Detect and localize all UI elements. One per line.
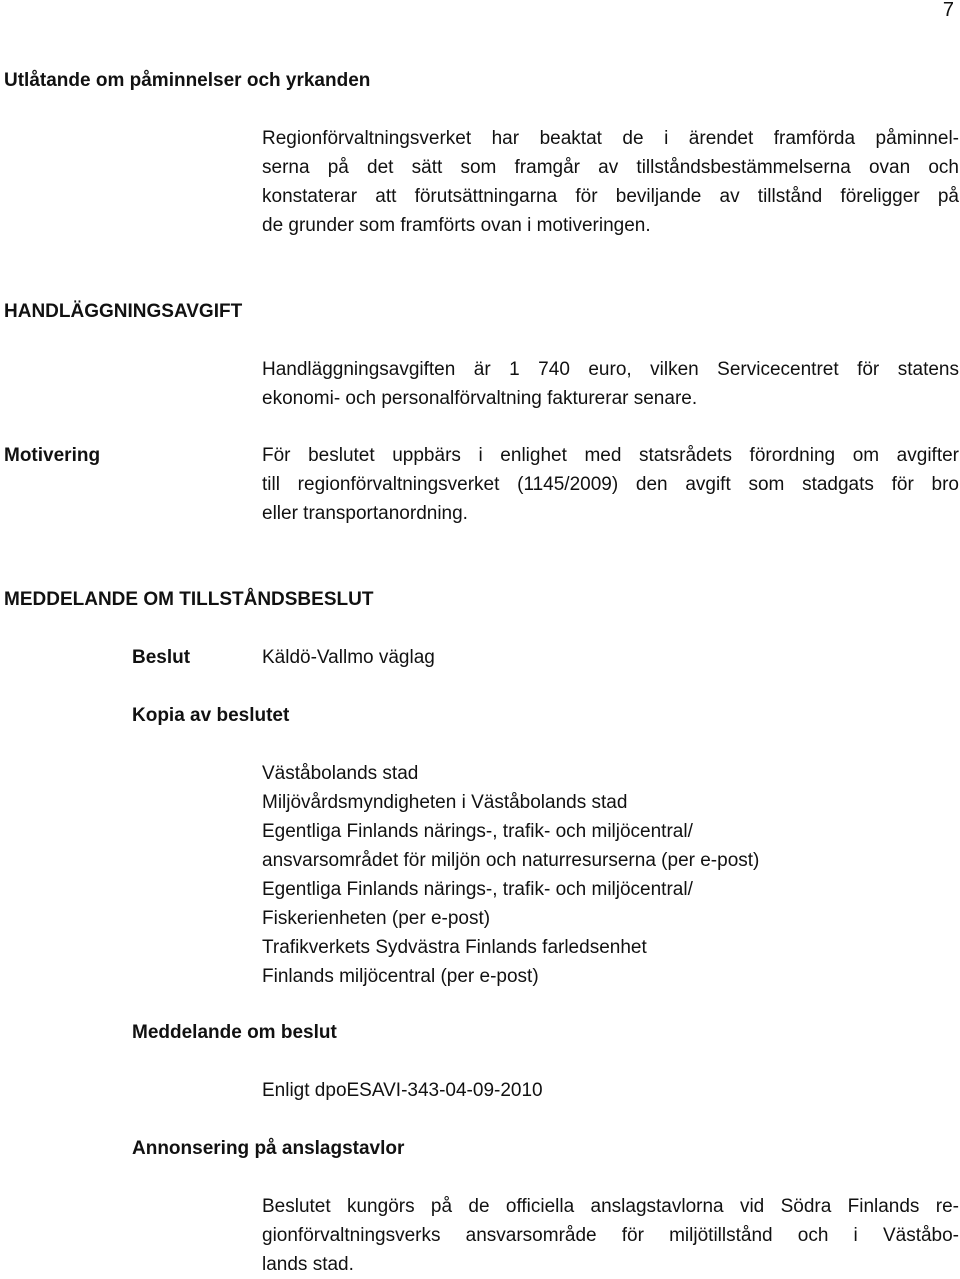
kopia-recipient: Väståbolands stad (262, 763, 419, 784)
paragraph-line: Regionförvaltningsverket har beaktat de i ärendet framförda påminnel- (262, 128, 959, 149)
section-title-handlaggningsavgift: HANDLÄGGNINGSAVGIFT (4, 301, 243, 322)
paragraph-line: För beslutet uppbärs i enlighet med statsrådets förordning om avgifter (262, 445, 959, 466)
utlatande-paragraph (262, 124, 959, 240)
motivering-paragraph (262, 441, 959, 528)
kopia-recipient: ansvarsområdet för miljön och naturresurserna (per e-post) (262, 850, 760, 871)
kopia-recipient: Miljövårdsmyndigheten i Väståbolands stad (262, 792, 628, 813)
paragraph-line: Handläggningsavgiften är 1 740 euro, vilken Servicecentret för statens (262, 359, 959, 380)
beslut-label: Beslut (132, 647, 191, 668)
kopia-list (262, 759, 959, 991)
kopia-label: Kopia av beslutet (132, 705, 290, 726)
motivering-label: Motivering (4, 445, 101, 466)
annonsering-paragraph (262, 1192, 959, 1279)
kopia-recipient: Fiskerienheten (per e-post) (262, 908, 491, 929)
paragraph-line: serna på det sätt som framgår av tillståndsbestämmelserna ovan och (262, 157, 959, 178)
paragraph-line: Beslutet kungörs på de officiella anslagstavlorna vid Södra Finlands re- (262, 1196, 959, 1217)
paragraph-line: till regionförvaltningsverket (1145/2009) den avgift som stadgats för bro (262, 474, 959, 495)
paragraph-line: konstaterar att förutsättningarna för beviljande av tillstånd föreligger på (262, 186, 959, 207)
beslut-value (262, 643, 959, 672)
kopia-recipient: Finlands miljöcentral (per e-post) (262, 966, 539, 987)
section-title-meddelande: MEDDELANDE OM TILLSTÅNDSBESLUT (4, 589, 374, 610)
avgift-paragraph (262, 355, 959, 413)
beslut-recipient: Käldö-Vallmo väglag (262, 647, 435, 668)
kopia-recipient: Trafikverkets Sydvästra Finlands farledsenhet (262, 937, 647, 958)
annonsering-label: Annonsering på anslagstavlor (132, 1138, 405, 1159)
paragraph-line: lands stad. (262, 1254, 354, 1275)
meddelande-reference: Enligt dpoESAVI-343-04-09-2010 (262, 1080, 543, 1101)
page-number: 7 (942, 0, 954, 21)
kopia-recipient: Egentliga Finlands närings-, trafik- och miljöcentral/ (262, 821, 693, 842)
section-title-utlatande: Utlåtande om påminnelser och yrkanden (4, 70, 371, 91)
paragraph-line: gionförvaltningsverks ansvarsområde för miljötillstånd och i Väståbo- (262, 1225, 959, 1246)
paragraph-line: ekonomi- och personalförvaltning fakturerar senare. (262, 388, 698, 409)
paragraph-line: de grunder som framförts ovan i motiveringen. (262, 215, 651, 236)
kopia-recipient: Egentliga Finlands närings-, trafik- och miljöcentral/ (262, 879, 693, 900)
meddelande-label: Meddelande om beslut (132, 1022, 337, 1043)
meddelande-value (262, 1076, 959, 1105)
paragraph-line: eller transportanordning. (262, 503, 468, 524)
